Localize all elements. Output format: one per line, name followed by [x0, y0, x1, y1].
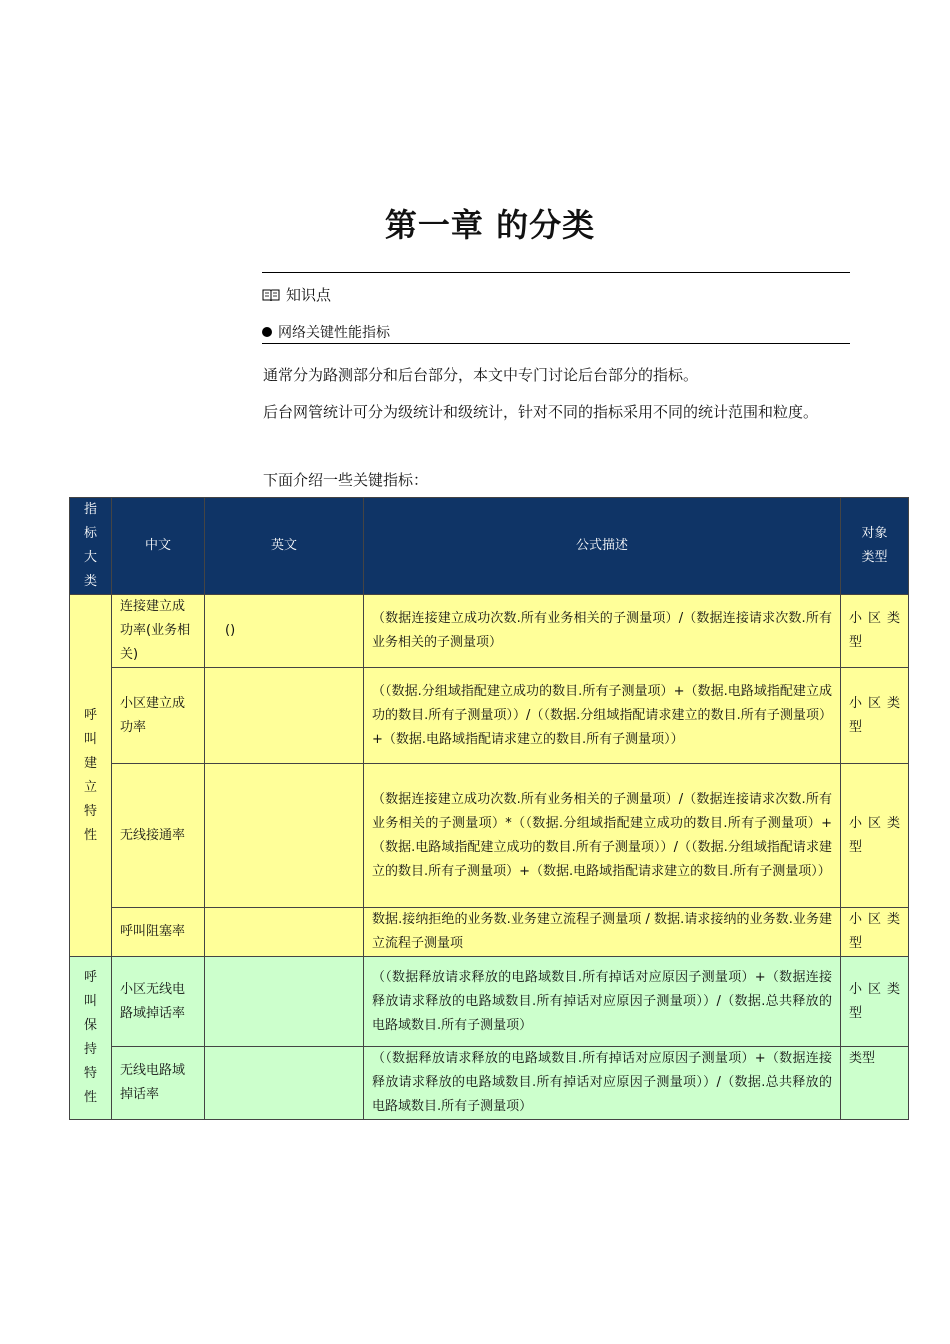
category-cell: 呼叫保持特性: [70, 957, 112, 1120]
paragraph-1: 通常分为路测部分和后台部分，本文中专门讨论后台部分的指标。: [263, 366, 699, 384]
type-cell: 小区类型: [841, 668, 909, 764]
formula-cell: （（数据释放请求释放的电路域数目.所有掉话对应原因子测量项）+（数据连接释放请求释放的电路域数目.所有掉话对应原因子测量项））/（数据.总共释放的电路域数目.所有子测量项）: [364, 1047, 841, 1120]
table-row: [70, 1047, 909, 1120]
top-divider: [262, 272, 850, 273]
table-header-row: [70, 498, 909, 595]
bullet-icon: [262, 327, 272, 337]
type-cell: 小区类型: [841, 908, 909, 957]
en-cell: [205, 668, 364, 764]
header-type: 对象类型: [841, 498, 909, 595]
table-row: [70, 957, 909, 1047]
formula-cell: （（数据.分组域指配建立成功的数目.所有子测量项）+（数据.电路域指配建立成功的数目.所有子测量项））/（（数据.分组域指配请求建立的数目.所有子测量项）+（数据.电路域指配请求建立的数目.所有子测量项））: [364, 668, 841, 764]
type-cell: 小区类型: [841, 764, 909, 908]
formula-cell: 数据.接纳拒绝的业务数.业务建立流程子测量项 / 数据.请求接纳的业务数.业务建立流程子测量项: [364, 908, 841, 957]
formula-cell: （（数据释放请求释放的电路域数目.所有掉话对应原因子测量项）+（数据连接释放请求释放的电路域数目.所有掉话对应原因子测量项））/（数据.总共释放的电路域数目.所有子测量项）: [364, 957, 841, 1047]
header-zh: 中文: [112, 498, 205, 595]
formula-cell: （数据连接建立成功次数.所有业务相关的子测量项）/（数据连接请求次数.所有业务相关的子测量项）*（（数据.分组域指配建立成功的数目.所有子测量项）+（数据.电路域指配建立成功的数目.所有子测量项））/（（数据.分组域指配请求建立的数目.所有子测量项）+（数据.电路域指配请求建立的数目.所有子测量项））: [364, 764, 841, 908]
zh-cell: 小区无线电路域掉话率: [112, 957, 205, 1047]
type-cell: 小区类型: [841, 957, 909, 1047]
header-category: 指标大类: [70, 498, 112, 595]
header-en: 英文: [205, 498, 364, 595]
type-cell: 小区类型: [841, 595, 909, 668]
open-book-icon: [262, 288, 280, 302]
zh-cell: 呼叫阻塞率: [112, 908, 205, 957]
section-divider: [262, 343, 850, 344]
table-row: [70, 595, 909, 668]
knowledge-label: 知识点: [286, 286, 332, 304]
zh-cell: 无线接通率: [112, 764, 205, 908]
en-cell: [205, 957, 364, 1047]
type-cell: 类型: [841, 1047, 909, 1120]
bullet-text: 网络关键性能指标: [278, 325, 390, 341]
paragraph-2: 后台网管统计可分为级统计和级统计，针对不同的指标采用不同的统计范围和粒度。: [263, 403, 819, 421]
paragraph-3: 下面介绍一些关键指标：: [263, 471, 429, 489]
zh-cell: 连接建立成功率(业务相关): [112, 595, 205, 668]
zh-cell: 无线电路域掉话率: [112, 1047, 205, 1120]
knowledge-heading: [262, 284, 331, 305]
zh-cell: 小区建立成功率: [112, 668, 205, 764]
en-cell: [205, 908, 364, 957]
header-formula: 公式描述: [364, 498, 841, 595]
table-row: [70, 764, 909, 908]
en-cell: [205, 1047, 364, 1120]
table-row: [70, 668, 909, 764]
kpi-table: [69, 497, 909, 1120]
chapter-title: 第一章 的分类: [384, 206, 596, 244]
en-cell: (): [205, 595, 364, 668]
category-cell: 呼叫建立特性: [70, 595, 112, 957]
formula-cell: （数据连接建立成功次数.所有业务相关的子测量项）/（数据连接请求次数.所有业务相关的子测量项）: [364, 595, 841, 668]
table-row: [70, 908, 909, 957]
bullet-item: [262, 322, 390, 342]
en-cell: [205, 764, 364, 908]
